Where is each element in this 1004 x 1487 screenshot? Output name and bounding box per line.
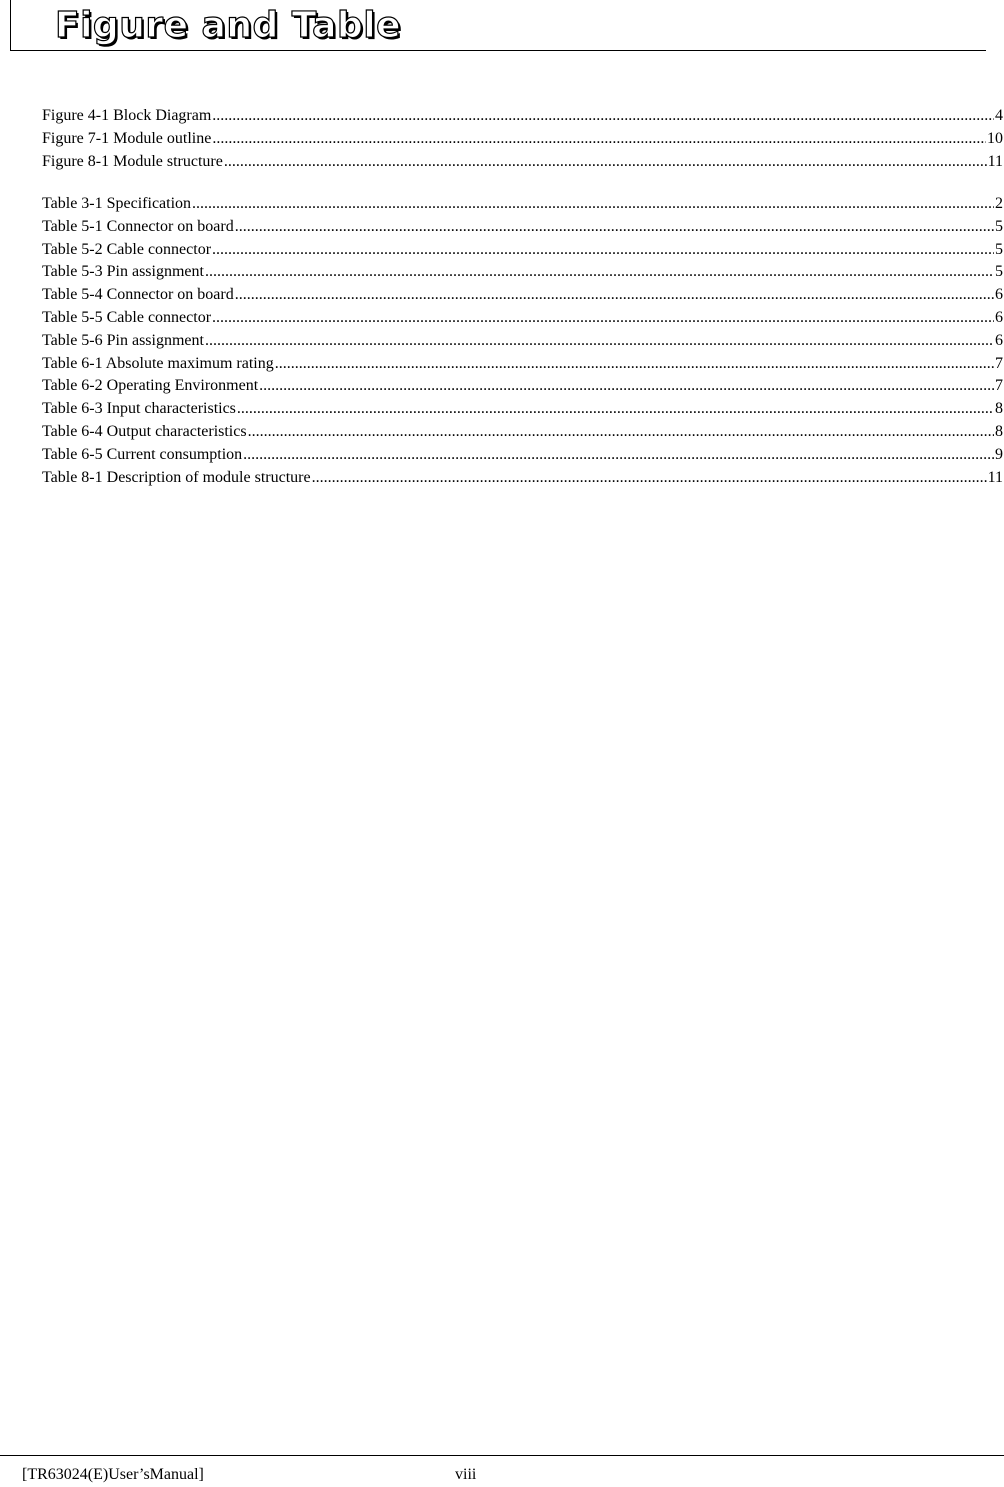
toc-entry-label: Table 5-5 Cable connector bbox=[42, 308, 212, 326]
toc-entry-label: Table 5-2 Cable connector bbox=[42, 240, 212, 258]
dot-leader bbox=[235, 216, 994, 239]
toc-entry-label: Table 5-4 Connector on board bbox=[42, 286, 234, 304]
dot-leader bbox=[235, 284, 994, 307]
toc-row[interactable] bbox=[42, 467, 1003, 490]
toc-page-number: 7 bbox=[995, 377, 1003, 395]
dot-leader bbox=[243, 444, 994, 467]
dot-leader bbox=[212, 128, 986, 151]
toc-entry-label: Table 3-1 Specification bbox=[42, 195, 192, 212]
toc-row[interactable] bbox=[42, 421, 1003, 444]
toc-page-number: 4 bbox=[995, 107, 1003, 124]
toc-row[interactable] bbox=[42, 216, 1003, 239]
dot-leader bbox=[212, 105, 994, 128]
toc-row[interactable] bbox=[42, 375, 1003, 398]
footer-document-name: [TR63024(E)User’sManual] bbox=[22, 1466, 204, 1483]
dot-leader bbox=[237, 398, 994, 421]
toc-row[interactable] bbox=[42, 193, 1003, 216]
toc-page-number: 7 bbox=[995, 354, 1003, 372]
dot-leader bbox=[192, 193, 994, 216]
figure-list bbox=[42, 105, 1003, 173]
dot-leader bbox=[259, 375, 994, 398]
toc-row[interactable] bbox=[42, 151, 1003, 174]
dot-leader bbox=[248, 421, 994, 444]
toc-row[interactable] bbox=[42, 239, 1003, 262]
toc-page-number: 11 bbox=[987, 152, 1003, 170]
toc-row[interactable] bbox=[42, 398, 1003, 421]
toc-row[interactable] bbox=[42, 261, 1003, 284]
dot-leader bbox=[212, 239, 994, 262]
toc-page-number: 6 bbox=[995, 331, 1003, 349]
toc-entry-label: Figure 8-1 Module structure bbox=[42, 152, 223, 170]
toc-page-number: 11 bbox=[987, 468, 1003, 486]
toc-row[interactable] bbox=[42, 307, 1003, 330]
toc-entry-label: Table 6-3 Input characteristics bbox=[42, 400, 236, 418]
toc-page-number: 10 bbox=[987, 129, 1003, 147]
toc-entry-label: Table 6-2 Operating Environment bbox=[42, 377, 259, 395]
toc-row[interactable] bbox=[42, 284, 1003, 307]
toc-row[interactable] bbox=[42, 444, 1003, 467]
toc-entry-label: Table 6-4 Output characteristics bbox=[42, 422, 247, 440]
toc-page-number: 5 bbox=[995, 263, 1003, 281]
toc-entry-label: Table 5-1 Connector on board bbox=[42, 217, 234, 235]
toc-row[interactable] bbox=[42, 128, 1003, 151]
toc-page-number: 2 bbox=[995, 195, 1003, 212]
toc-row[interactable] bbox=[42, 330, 1003, 353]
toc-page-number: 5 bbox=[995, 240, 1003, 258]
toc-entry-label: Figure 4-1 Block Diagram bbox=[42, 107, 212, 124]
toc-page-number: 5 bbox=[995, 217, 1003, 235]
toc-entry-label: Table 5-6 Pin assignment bbox=[42, 331, 204, 349]
dot-leader bbox=[312, 467, 987, 490]
footer-divider bbox=[0, 1455, 1004, 1456]
dot-leader bbox=[275, 353, 994, 376]
dot-leader bbox=[212, 307, 994, 330]
dot-leader bbox=[205, 261, 994, 284]
page-title: Figure and Table bbox=[55, 5, 401, 46]
toc-row[interactable] bbox=[42, 105, 1003, 128]
table-list bbox=[42, 193, 1003, 489]
toc-row[interactable] bbox=[42, 353, 1003, 376]
toc-page-number: 6 bbox=[995, 308, 1003, 326]
toc-entry-label: Table 6-5 Current consumption bbox=[42, 445, 243, 463]
toc-page-number: 8 bbox=[995, 400, 1003, 418]
toc-page-number: 6 bbox=[995, 286, 1003, 304]
toc-entry-label: Figure 7-1 Module outline bbox=[42, 129, 212, 147]
toc-entry-label: Table 5-3 Pin assignment bbox=[42, 263, 204, 281]
toc-entry-label: Table 8-1 Description of module structure bbox=[42, 468, 311, 486]
toc-entry-label: Table 6-1 Absolute maximum rating bbox=[42, 354, 274, 372]
dot-leader bbox=[224, 151, 987, 174]
dot-leader bbox=[205, 330, 994, 353]
toc-page-number: 9 bbox=[995, 445, 1003, 463]
footer-page-number: viii bbox=[455, 1466, 477, 1483]
toc-page-number: 8 bbox=[995, 422, 1003, 440]
